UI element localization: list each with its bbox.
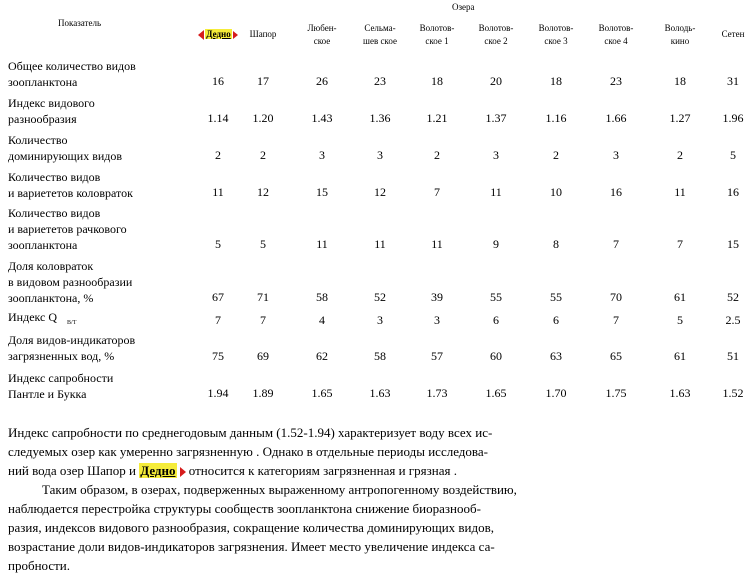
table-cell: 10 <box>550 185 562 199</box>
row-label-1 <box>8 58 136 90</box>
table-cell: 4 <box>319 313 325 327</box>
lake-header-7 <box>526 22 586 48</box>
lake-header-line: Волотов- <box>419 23 455 33</box>
table-cell: 71 <box>257 290 269 304</box>
table-cell: 58 <box>316 290 328 304</box>
table-cell: 18 <box>674 74 686 88</box>
row-label-4 <box>8 169 133 201</box>
table-cell: 12 <box>257 185 269 199</box>
row-label-6 <box>8 258 132 306</box>
table-cell: 23 <box>610 74 622 88</box>
row-label-line: Пантле и Букка <box>8 387 87 401</box>
table-cell: 1.65 <box>485 386 507 400</box>
table-cell: 1.63 <box>369 386 391 400</box>
lake-header-8 <box>586 22 646 48</box>
row-label-line <box>8 309 76 331</box>
paragraph-2-line-4: возрастание доли видов-индикаторов загрязнения. Имеет место увеличение индекса са- <box>8 539 495 554</box>
lake-header-10 <box>703 28 753 41</box>
row-label-line: зоопланктона <box>8 238 78 252</box>
row-label-subscript: B/T <box>67 320 77 326</box>
lake-header-line: Володь- <box>664 23 696 33</box>
table-cell: 1.96 <box>722 111 744 125</box>
lake-header-line: ское <box>313 36 331 46</box>
table-cell: 3 <box>434 313 440 327</box>
table-cell: 11 <box>674 185 686 199</box>
table-cell: 1.70 <box>545 386 567 400</box>
table-cell: 57 <box>431 349 443 363</box>
table-cell: 15 <box>727 237 739 251</box>
highlighted-lake-name[interactable]: Дедно <box>140 463 176 478</box>
table-cell: 1.89 <box>252 386 274 400</box>
table-cell: 6 <box>553 313 559 327</box>
table-cell: 23 <box>374 74 386 88</box>
table-cell: 5 <box>260 237 266 251</box>
lake-header-line: ское 1 <box>425 36 449 46</box>
table-cell: 3 <box>377 148 383 162</box>
table-cell: 3 <box>613 148 619 162</box>
paragraph-2-line-2: наблюдается перестройка структуры сообществ зоопланктона снижение биоразнооб- <box>8 501 481 516</box>
table-cell: 1.14 <box>207 111 229 125</box>
row-label-3 <box>8 132 122 164</box>
paragraph-2-line-3: разия, индексов видового разнообразия, сокращение количества доминирующих видов, <box>8 520 495 535</box>
table-cell: 1.63 <box>669 386 691 400</box>
paragraph-2-line-1: Таким образом, в озерах, подверженных выраженному антропогенному воздействию, <box>42 482 517 497</box>
row-label-line: и вариететов рачкового <box>8 222 127 236</box>
table-cell: 2 <box>215 148 221 162</box>
table-cell: 16 <box>212 74 224 88</box>
table-cell: 2 <box>553 148 559 162</box>
row-label-2 <box>8 95 95 127</box>
row-label-line: Доля коловраток <box>8 259 94 273</box>
lake-header-line: Волотов- <box>538 23 574 33</box>
table-cell: 5 <box>215 237 221 251</box>
table-cell: 63 <box>550 349 562 363</box>
lake-header-line: Шапор <box>249 29 277 39</box>
table-cell: 1.75 <box>605 386 627 400</box>
table-cell: 18 <box>431 74 443 88</box>
lake-header-line: Сельма- <box>364 23 396 33</box>
row-label-line: Количество видов <box>8 206 101 220</box>
lake-header-line: Волотов- <box>598 23 634 33</box>
row-label-8 <box>8 332 135 364</box>
table-cell: 20 <box>490 74 502 88</box>
table-cell: 26 <box>316 74 328 88</box>
lake-header-4 <box>350 22 410 48</box>
row-label-text: Индекс Q <box>8 310 58 324</box>
table-cell: 2 <box>677 148 683 162</box>
lake-header-line: Сетен <box>721 29 745 39</box>
lake-header-line: ское 4 <box>604 36 628 46</box>
lake-header-line: кино <box>670 36 690 46</box>
table-cell: 11 <box>431 237 443 251</box>
row-label-5 <box>8 205 127 253</box>
row-label-line: разнообразия <box>8 112 77 126</box>
table-cell: 17 <box>257 74 269 88</box>
row-label-9 <box>8 370 113 402</box>
lake-header-6 <box>466 22 526 48</box>
table-cell: 65 <box>610 349 622 363</box>
table-cell: 2 <box>434 148 440 162</box>
table-cell: 3 <box>493 148 499 162</box>
table-cell: 2 <box>260 148 266 162</box>
lake-header-line: ское 2 <box>484 36 508 46</box>
table-cell: 62 <box>316 349 328 363</box>
row-label-line: зоопланктона <box>8 75 78 89</box>
row-label-line: зоопланктона, % <box>8 291 94 305</box>
row-label-line: Индекс сапробности <box>8 371 114 385</box>
row-label-line: в видовом разнообразии <box>8 275 133 289</box>
row-label-line: Индекс видового <box>8 96 95 110</box>
table-cell: 11 <box>490 185 502 199</box>
table-cell: 39 <box>431 290 443 304</box>
table-cell: 7 <box>434 185 440 199</box>
table-cell: 61 <box>674 349 686 363</box>
table-cell: 15 <box>316 185 328 199</box>
row-label-line: доминирующих видов <box>8 149 123 163</box>
table-cell: 5 <box>730 148 736 162</box>
table-cell: 9 <box>493 237 499 251</box>
table-cell: 11 <box>374 237 386 251</box>
table-cell: 60 <box>490 349 502 363</box>
paragraph-1-line-1: Индекс сапробности по среднегодовым данным (1.52-1.94) характеризует воду всех ис- <box>8 425 493 440</box>
table-cell: 2.5 <box>725 313 741 327</box>
table-cell: 1.52 <box>722 386 744 400</box>
table-cell: 7 <box>613 237 619 251</box>
paragraph-2-line-5: пробности. <box>8 558 71 573</box>
lake-header-5 <box>407 22 467 48</box>
table-cell: 1.66 <box>605 111 627 125</box>
lake-header-line: Любен- <box>307 23 337 33</box>
arrow-left-icon <box>198 30 204 40</box>
table-cell: 1.27 <box>669 111 691 125</box>
table-cell: 11 <box>316 237 328 251</box>
table-cell: 7 <box>613 313 619 327</box>
table-cell: 67 <box>212 290 224 304</box>
row-label-line: Доля видов-индикаторов <box>8 333 136 347</box>
table-cell: 51 <box>727 349 739 363</box>
table-cell: 3 <box>319 148 325 162</box>
table-cell: 1.16 <box>545 111 567 125</box>
header-lakes-group: Озера <box>452 2 475 12</box>
table-cell: 58 <box>374 349 386 363</box>
table-cell: 55 <box>490 290 502 304</box>
table-cell: 61 <box>674 290 686 304</box>
row-label-7 <box>8 309 76 331</box>
table-cell: 18 <box>550 74 562 88</box>
table-cell: 1.37 <box>485 111 507 125</box>
paragraph-1-line-3 <box>8 461 457 480</box>
table-cell: 12 <box>374 185 386 199</box>
table-cell: 1.36 <box>369 111 391 125</box>
table-cell: 52 <box>727 290 739 304</box>
table-cell: 1.20 <box>252 111 274 125</box>
table-cell: 1.65 <box>311 386 333 400</box>
table-cell: 55 <box>550 290 562 304</box>
table-cell: 52 <box>374 290 386 304</box>
table-cell: 8 <box>553 237 559 251</box>
lake-header-2 <box>233 28 293 41</box>
table-cell: 69 <box>257 349 269 363</box>
table-cell: 1.43 <box>311 111 333 125</box>
header-indicator: Показатель <box>58 18 102 28</box>
table-cell: 1.73 <box>426 386 448 400</box>
table-cell: 1.21 <box>426 111 448 125</box>
paragraph-1-line-2: следуемых озер как умеренно загрязненную . Однако в отдельные периоды исследова- <box>8 444 488 459</box>
lake-header-line: ское 3 <box>544 36 568 46</box>
lake-header-9 <box>650 22 710 48</box>
table-cell: 31 <box>727 74 739 88</box>
table-cell: 70 <box>610 290 622 304</box>
table-cell: 3 <box>377 313 383 327</box>
lake-header-3 <box>292 22 352 48</box>
row-label-line: Общее количество видов <box>8 59 136 73</box>
table-cell: 7 <box>677 237 683 251</box>
table-cell: 7 <box>260 313 266 327</box>
table-cell: 75 <box>212 349 224 363</box>
table-cell: 7 <box>215 313 221 327</box>
paragraph-text: относится к категориям загрязненная и грязная . <box>185 463 457 478</box>
row-label-line: Количество видов <box>8 170 101 184</box>
lake-header-line: шев ское <box>363 36 397 46</box>
row-label-line: загрязненных вод, % <box>8 349 115 363</box>
table-cell: 5 <box>677 313 683 327</box>
lake-header-line: Волотов- <box>478 23 514 33</box>
row-label-line: Количество <box>8 133 68 147</box>
table-cell: 6 <box>493 313 499 327</box>
table-cell: 1.94 <box>207 386 229 400</box>
lake-header-label: Дедно <box>206 29 231 39</box>
table-cell: 16 <box>610 185 622 199</box>
table-cell: 16 <box>727 185 739 199</box>
table-cell: 11 <box>212 185 224 199</box>
row-label-line: и вариететов коловраток <box>8 186 133 200</box>
paragraph-text: ний вода озер Шапор и <box>8 463 140 478</box>
